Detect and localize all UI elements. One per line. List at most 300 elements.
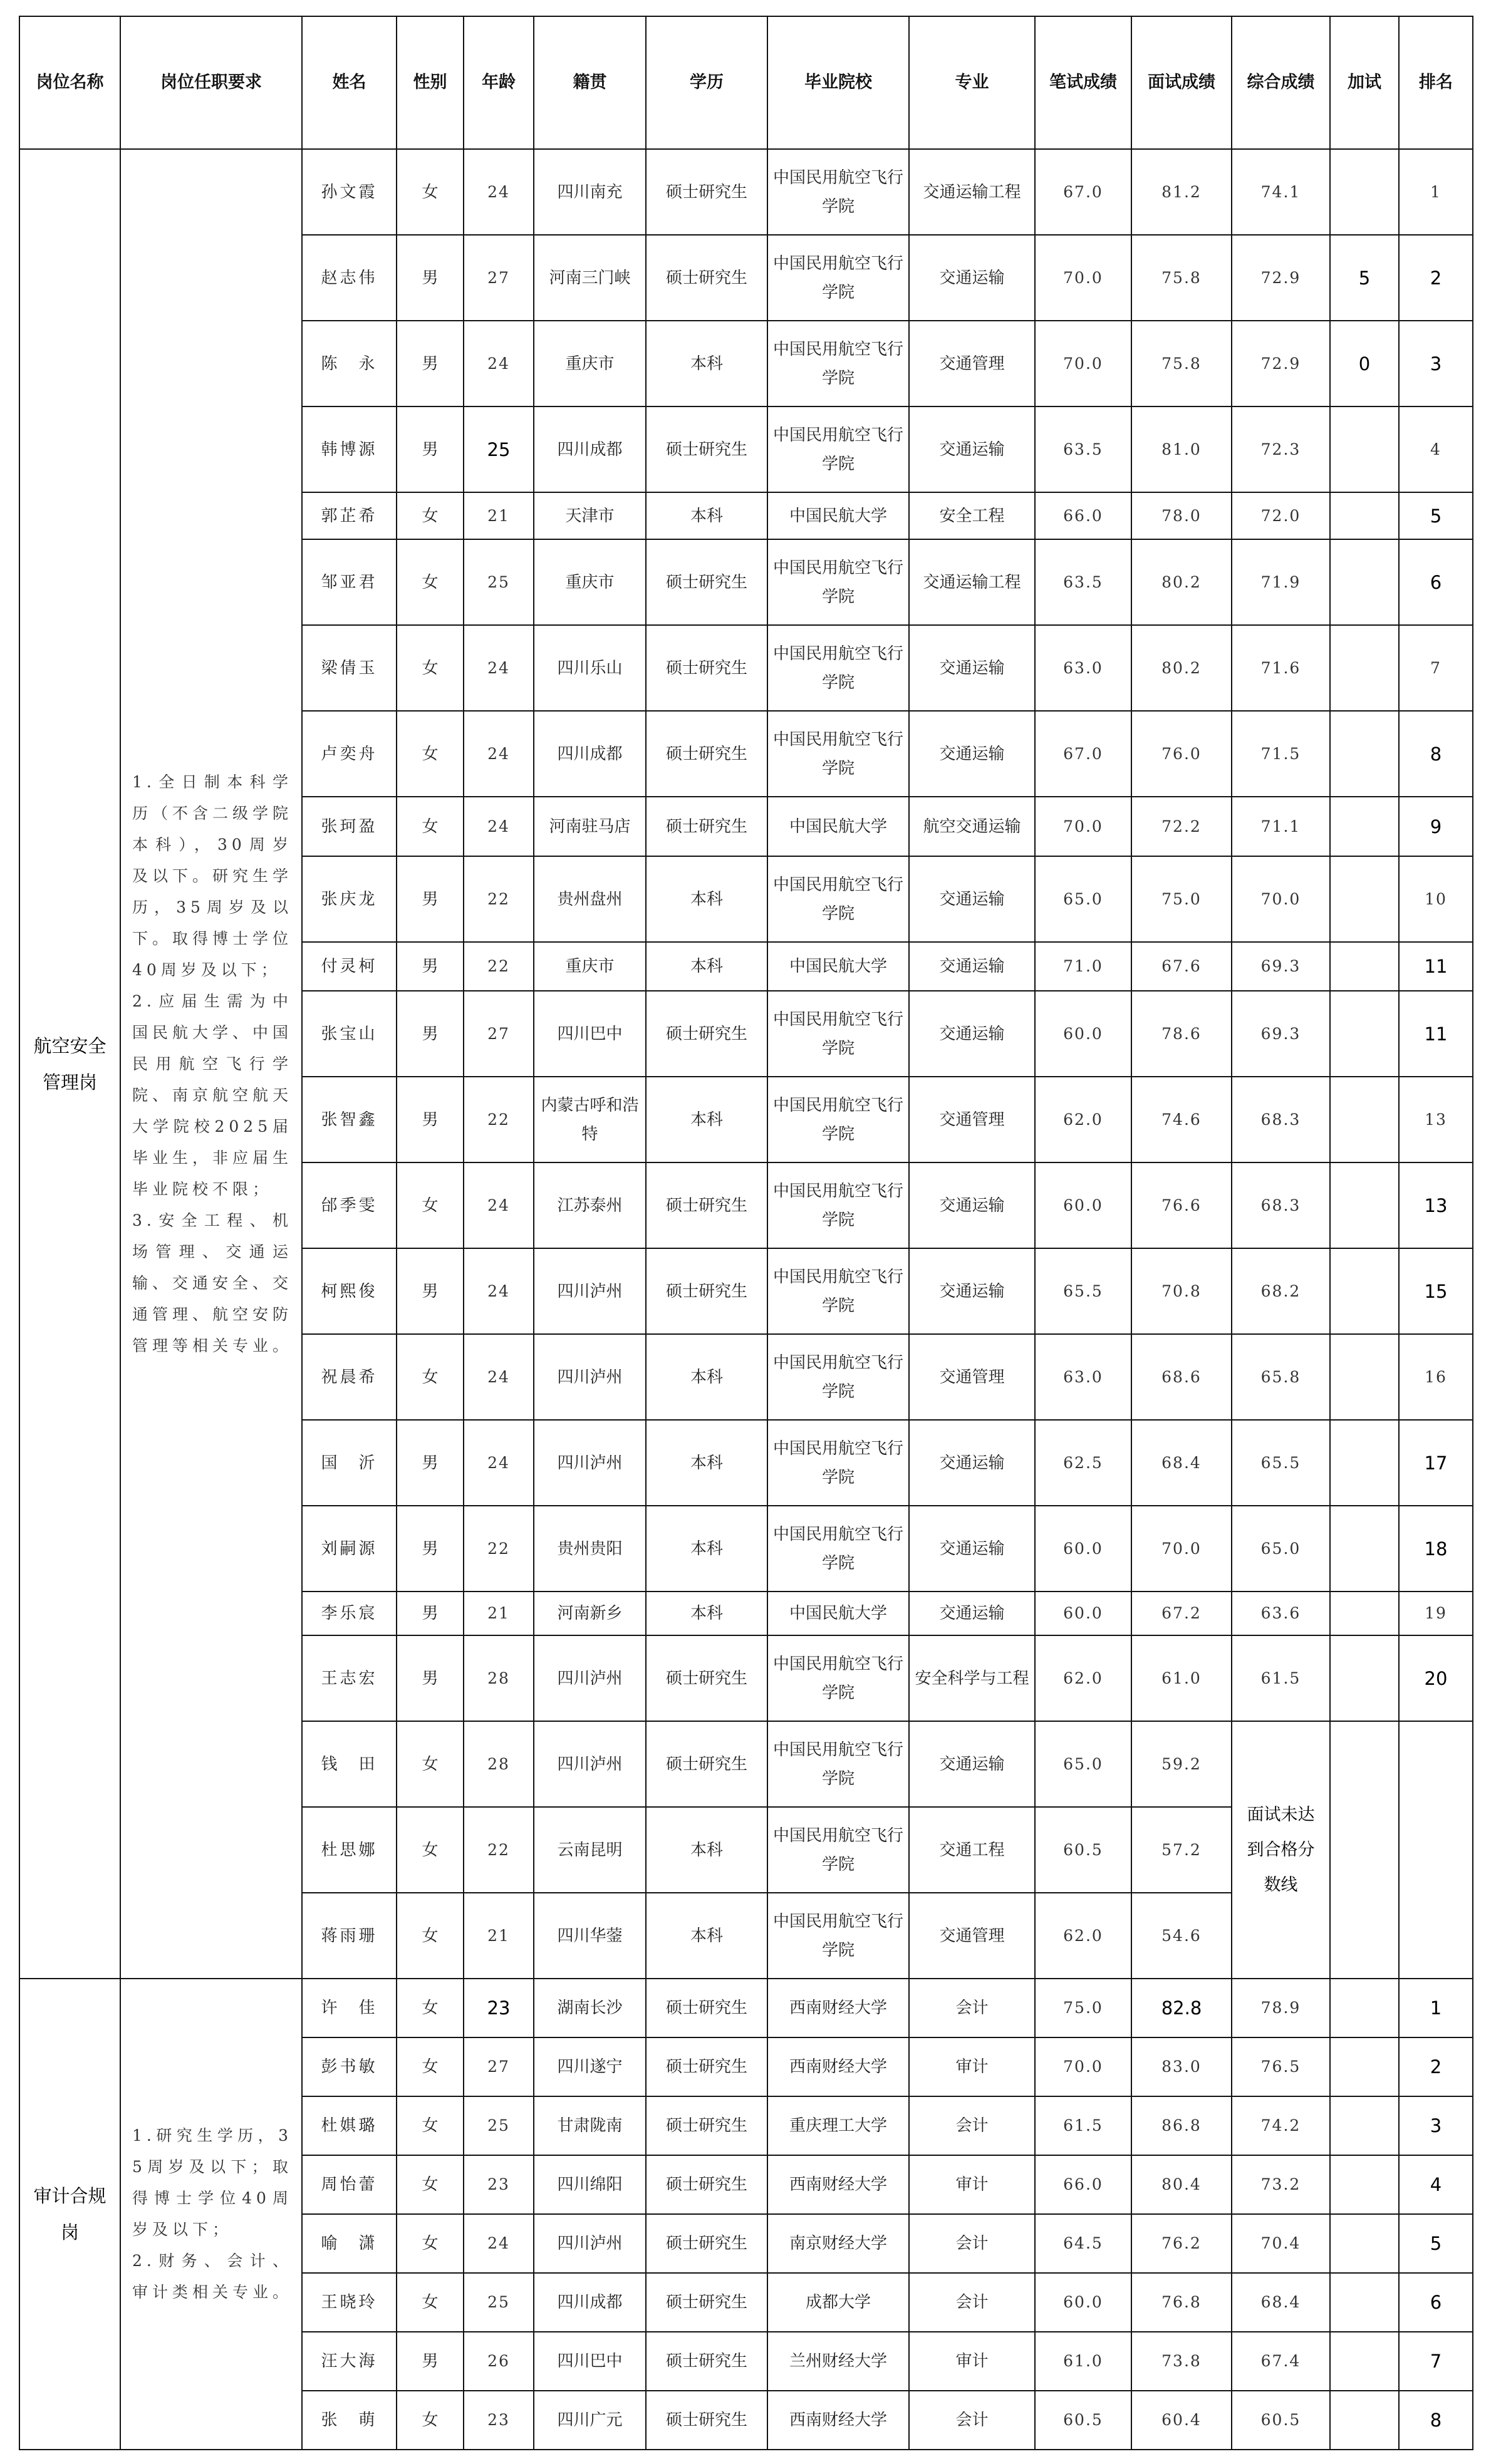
candidate-name: 彭书敏 <box>302 2037 397 2096</box>
age: 22 <box>464 1077 534 1162</box>
requirement-item: 1.全日制本科学历（不含二级学院本科），30周岁及以下。研究生学历，35周岁及以下。取得博士学位40周岁及以下； <box>132 772 293 979</box>
position-requirements <box>120 149 302 1979</box>
major: 交通运输 <box>909 406 1035 492</box>
candidate-name: 孙文霞 <box>302 149 397 235</box>
written-score: 62.0 <box>1035 1077 1131 1162</box>
major: 交通运输 <box>909 942 1035 991</box>
education: 本科 <box>646 942 767 991</box>
gender: 女 <box>397 625 464 711</box>
interview-score: 81.2 <box>1131 149 1232 235</box>
written-score: 67.0 <box>1035 711 1131 797</box>
written-score: 63.0 <box>1035 625 1131 711</box>
native-place: 四川广元 <box>534 2391 646 2450</box>
total-score: 72.9 <box>1232 235 1330 321</box>
candidate-name: 国 沂 <box>302 1420 397 1506</box>
written-score: 63.5 <box>1035 539 1131 625</box>
education: 本科 <box>646 1420 767 1506</box>
total-score: 74.1 <box>1232 149 1330 235</box>
age: 21 <box>464 1893 534 1979</box>
written-score: 65.0 <box>1035 856 1131 942</box>
header-total: 综合成绩 <box>1232 16 1330 149</box>
gender: 女 <box>397 149 464 235</box>
age: 27 <box>464 991 534 1077</box>
rank: 11 <box>1399 991 1473 1077</box>
age: 24 <box>464 1248 534 1334</box>
bonus-score <box>1330 406 1399 492</box>
total-score: 76.5 <box>1232 2037 1330 2096</box>
candidate-name: 韩博源 <box>302 406 397 492</box>
age: 22 <box>464 942 534 991</box>
candidate-name: 李乐宸 <box>302 1592 397 1635</box>
candidate-name: 陈 永 <box>302 321 397 406</box>
age: 22 <box>464 1506 534 1592</box>
candidate-name: 梁倩玉 <box>302 625 397 711</box>
native-place: 河南三门峡 <box>534 235 646 321</box>
age: 23 <box>464 1979 534 2037</box>
written-score: 61.5 <box>1035 2096 1131 2155</box>
graduate-school: 中国民用航空飞行学院 <box>767 1721 909 1807</box>
bonus-score <box>1330 149 1399 235</box>
major: 交通运输 <box>909 991 1035 1077</box>
native-place: 四川泸州 <box>534 1420 646 1506</box>
total-score: 71.1 <box>1232 797 1330 856</box>
native-place: 四川华蓥 <box>534 1893 646 1979</box>
total-score: 68.3 <box>1232 1162 1330 1248</box>
rank: 17 <box>1399 1420 1473 1506</box>
written-score: 66.0 <box>1035 492 1131 539</box>
major: 交通运输 <box>909 1162 1035 1248</box>
age: 27 <box>464 2037 534 2096</box>
native-place: 湖南长沙 <box>534 1979 646 2037</box>
gender: 男 <box>397 991 464 1077</box>
interview-score: 75.8 <box>1131 321 1232 406</box>
major: 交通工程 <box>909 1807 1035 1893</box>
bonus-score <box>1330 1979 1399 2037</box>
education: 硕士研究生 <box>646 2037 767 2096</box>
graduate-school: 西南财经大学 <box>767 1979 909 2037</box>
requirement-item: 1.研究生学历，35周岁及以下；取得博士学位40周岁及以下； <box>132 2126 293 2239</box>
written-score: 65.0 <box>1035 1721 1131 1807</box>
major: 交通运输 <box>909 1592 1035 1635</box>
gender: 女 <box>397 711 464 797</box>
native-place: 重庆市 <box>534 539 646 625</box>
gender: 男 <box>397 1506 464 1592</box>
written-score: 63.5 <box>1035 406 1131 492</box>
gender: 女 <box>397 1162 464 1248</box>
major: 交通运输 <box>909 711 1035 797</box>
age: 22 <box>464 1807 534 1893</box>
failed-note: 面试未达到合格分数线 <box>1232 1721 1330 1979</box>
interview-score: 75.0 <box>1131 856 1232 942</box>
age: 24 <box>464 1162 534 1248</box>
interview-score: 70.8 <box>1131 1248 1232 1334</box>
bonus-score <box>1330 1162 1399 1248</box>
graduate-school: 重庆理工大学 <box>767 2096 909 2155</box>
total-score: 60.5 <box>1232 2391 1330 2450</box>
written-score: 62.0 <box>1035 1635 1131 1721</box>
total-score: 68.4 <box>1232 2273 1330 2332</box>
header-row <box>19 16 1473 149</box>
candidate-name: 杜娸璐 <box>302 2096 397 2155</box>
bonus-score <box>1330 2096 1399 2155</box>
bonus-score <box>1330 942 1399 991</box>
bonus-score <box>1330 2332 1399 2391</box>
total-score: 65.5 <box>1232 1420 1330 1506</box>
major: 会计 <box>909 2391 1035 2450</box>
rank: 5 <box>1399 2214 1473 2273</box>
major: 航空交通运输 <box>909 797 1035 856</box>
gender: 男 <box>397 1248 464 1334</box>
graduate-school: 中国民用航空飞行学院 <box>767 235 909 321</box>
education: 硕士研究生 <box>646 797 767 856</box>
rank: 20 <box>1399 1635 1473 1721</box>
age: 25 <box>464 2273 534 2332</box>
candidate-name: 刘嗣源 <box>302 1506 397 1592</box>
gender: 男 <box>397 856 464 942</box>
candidate-name: 喻 潇 <box>302 2214 397 2273</box>
age: 24 <box>464 149 534 235</box>
education: 本科 <box>646 492 767 539</box>
interview-score: 68.6 <box>1131 1334 1232 1420</box>
interview-score: 57.2 <box>1131 1807 1232 1893</box>
header-origin: 籍贯 <box>534 16 646 149</box>
candidate-name: 王志宏 <box>302 1635 397 1721</box>
gender: 女 <box>397 2037 464 2096</box>
bonus-score <box>1330 856 1399 942</box>
native-place: 云南昆明 <box>534 1807 646 1893</box>
rank: 5 <box>1399 492 1473 539</box>
major: 交通管理 <box>909 1893 1035 1979</box>
education: 硕士研究生 <box>646 539 767 625</box>
position-requirements <box>120 1979 302 2450</box>
candidate-name: 邰季雯 <box>302 1162 397 1248</box>
rank: 2 <box>1399 235 1473 321</box>
education: 硕士研究生 <box>646 149 767 235</box>
bonus-score <box>1330 1248 1399 1334</box>
native-place: 四川成都 <box>534 2273 646 2332</box>
native-place: 四川南充 <box>534 149 646 235</box>
written-score: 61.0 <box>1035 2332 1131 2391</box>
graduate-school: 南京财经大学 <box>767 2214 909 2273</box>
rank: 10 <box>1399 856 1473 942</box>
native-place: 河南驻马店 <box>534 797 646 856</box>
total-score: 71.6 <box>1232 625 1330 711</box>
candidate-name: 祝晨希 <box>302 1334 397 1420</box>
major: 交通运输 <box>909 1506 1035 1592</box>
header-position: 岗位名称 <box>19 16 120 149</box>
table-row <box>19 1979 1473 2037</box>
native-place: 四川泸州 <box>534 2214 646 2273</box>
rank: 16 <box>1399 1334 1473 1420</box>
rank: 3 <box>1399 2096 1473 2155</box>
age: 24 <box>464 797 534 856</box>
major: 审计 <box>909 2332 1035 2391</box>
education: 本科 <box>646 1334 767 1420</box>
rank: 15 <box>1399 1248 1473 1334</box>
gender: 女 <box>397 2096 464 2155</box>
rank: 7 <box>1399 625 1473 711</box>
graduate-school: 中国民用航空飞行学院 <box>767 1893 909 1979</box>
interview-score: 78.6 <box>1131 991 1232 1077</box>
major: 会计 <box>909 2273 1035 2332</box>
bonus-score <box>1330 1077 1399 1162</box>
candidate-name: 杜思娜 <box>302 1807 397 1893</box>
rank: 4 <box>1399 406 1473 492</box>
candidate-name: 张宝山 <box>302 991 397 1077</box>
education: 本科 <box>646 1506 767 1592</box>
age: 22 <box>464 856 534 942</box>
bonus-score <box>1330 539 1399 625</box>
gender: 女 <box>397 1979 464 2037</box>
major: 安全科学与工程 <box>909 1635 1035 1721</box>
graduate-school: 中国民用航空飞行学院 <box>767 625 909 711</box>
major: 会计 <box>909 2214 1035 2273</box>
total-score: 68.3 <box>1232 1077 1330 1162</box>
native-place: 贵州贵阳 <box>534 1506 646 1592</box>
interview-score: 70.0 <box>1131 1506 1232 1592</box>
total-score: 67.4 <box>1232 2332 1330 2391</box>
rank <box>1399 1721 1473 1979</box>
education: 硕士研究生 <box>646 2155 767 2214</box>
age: 25 <box>464 406 534 492</box>
education: 硕士研究生 <box>646 1635 767 1721</box>
interview-score: 78.0 <box>1131 492 1232 539</box>
written-score: 60.5 <box>1035 1807 1131 1893</box>
total-score: 70.0 <box>1232 856 1330 942</box>
education: 硕士研究生 <box>646 1162 767 1248</box>
candidate-name: 卢奕舟 <box>302 711 397 797</box>
graduate-school: 中国民用航空飞行学院 <box>767 856 909 942</box>
native-place: 内蒙古呼和浩特 <box>534 1077 646 1162</box>
education: 硕士研究生 <box>646 991 767 1077</box>
graduate-school: 中国民航大学 <box>767 1592 909 1635</box>
major: 交通运输 <box>909 1420 1035 1506</box>
native-place: 四川成都 <box>534 711 646 797</box>
interview-score: 67.2 <box>1131 1592 1232 1635</box>
header-written: 笔试成绩 <box>1035 16 1131 149</box>
education: 硕士研究生 <box>646 2332 767 2391</box>
education: 硕士研究生 <box>646 235 767 321</box>
total-score: 71.5 <box>1232 711 1330 797</box>
written-score: 60.5 <box>1035 2391 1131 2450</box>
header-gender: 性别 <box>397 16 464 149</box>
bonus-score <box>1330 1420 1399 1506</box>
rank: 1 <box>1399 149 1473 235</box>
bonus-score <box>1330 711 1399 797</box>
gender: 女 <box>397 2155 464 2214</box>
rank: 18 <box>1399 1506 1473 1592</box>
age: 24 <box>464 1420 534 1506</box>
total-score: 61.5 <box>1232 1635 1330 1721</box>
bonus-score <box>1330 1635 1399 1721</box>
age: 23 <box>464 2155 534 2214</box>
age: 28 <box>464 1721 534 1807</box>
header-requirements: 岗位任职要求 <box>120 16 302 149</box>
total-score: 73.2 <box>1232 2155 1330 2214</box>
interview-score: 54.6 <box>1131 1893 1232 1979</box>
major: 交通运输 <box>909 1248 1035 1334</box>
gender: 女 <box>397 539 464 625</box>
requirement-item: 3.安全工程、机场管理、交通运输、交通安全、交通管理、航空安防管理等相关专业。 <box>132 1211 293 1355</box>
education: 硕士研究生 <box>646 2096 767 2155</box>
written-score: 64.5 <box>1035 2214 1131 2273</box>
table-row <box>19 149 1473 235</box>
header-major: 专业 <box>909 16 1035 149</box>
written-score: 66.0 <box>1035 2155 1131 2214</box>
written-score: 60.0 <box>1035 1162 1131 1248</box>
total-score: 78.9 <box>1232 1979 1330 2037</box>
bonus-score <box>1330 797 1399 856</box>
age: 24 <box>464 321 534 406</box>
bonus-score <box>1330 1592 1399 1635</box>
candidate-name: 张珂盈 <box>302 797 397 856</box>
native-place: 河南新乡 <box>534 1592 646 1635</box>
major: 审计 <box>909 2037 1035 2096</box>
age: 25 <box>464 539 534 625</box>
rank: 11 <box>1399 942 1473 991</box>
gender: 男 <box>397 942 464 991</box>
interview-score: 76.6 <box>1131 1162 1232 1248</box>
native-place: 四川巴中 <box>534 991 646 1077</box>
candidate-name: 周怡蕾 <box>302 2155 397 2214</box>
education: 硕士研究生 <box>646 2214 767 2273</box>
major: 交通管理 <box>909 1334 1035 1420</box>
total-score: 70.4 <box>1232 2214 1330 2273</box>
graduate-school: 中国民用航空飞行学院 <box>767 1334 909 1420</box>
total-score: 72.3 <box>1232 406 1330 492</box>
written-score: 63.0 <box>1035 1334 1131 1420</box>
total-score: 74.2 <box>1232 2096 1330 2155</box>
native-place: 江苏泰州 <box>534 1162 646 1248</box>
graduate-school: 中国民用航空飞行学院 <box>767 711 909 797</box>
candidate-name: 邹亚君 <box>302 539 397 625</box>
native-place: 四川巴中 <box>534 2332 646 2391</box>
native-place: 四川乐山 <box>534 625 646 711</box>
education: 硕士研究生 <box>646 1248 767 1334</box>
education: 硕士研究生 <box>646 711 767 797</box>
gender: 男 <box>397 2332 464 2391</box>
total-score: 69.3 <box>1232 942 1330 991</box>
interview-score: 80.4 <box>1131 2155 1232 2214</box>
written-score: 70.0 <box>1035 235 1131 321</box>
graduate-school: 中国民用航空飞行学院 <box>767 1506 909 1592</box>
requirement-item: 2.财务、会计、审计类相关专业。 <box>132 2252 293 2301</box>
education: 本科 <box>646 321 767 406</box>
age: 24 <box>464 2214 534 2273</box>
position-name: 审计合规岗 <box>19 1979 120 2450</box>
interview-score: 86.8 <box>1131 2096 1232 2155</box>
graduate-school: 成都大学 <box>767 2273 909 2332</box>
interview-score: 80.2 <box>1131 539 1232 625</box>
gender: 男 <box>397 406 464 492</box>
total-score: 68.2 <box>1232 1248 1330 1334</box>
total-score: 72.0 <box>1232 492 1330 539</box>
major: 安全工程 <box>909 492 1035 539</box>
header-education: 学历 <box>646 16 767 149</box>
gender: 女 <box>397 2214 464 2273</box>
native-place: 甘肃陇南 <box>534 2096 646 2155</box>
rank: 6 <box>1399 539 1473 625</box>
age: 25 <box>464 2096 534 2155</box>
native-place: 四川泸州 <box>534 1248 646 1334</box>
written-score: 62.5 <box>1035 1420 1131 1506</box>
major: 交通管理 <box>909 321 1035 406</box>
gender: 女 <box>397 492 464 539</box>
written-score: 71.0 <box>1035 942 1131 991</box>
bonus-score: 5 <box>1330 235 1399 321</box>
bonus-score <box>1330 1506 1399 1592</box>
written-score: 60.0 <box>1035 1592 1131 1635</box>
bonus-score: 0 <box>1330 321 1399 406</box>
written-score: 62.0 <box>1035 1893 1131 1979</box>
major: 会计 <box>909 1979 1035 2037</box>
major: 交通运输 <box>909 235 1035 321</box>
interview-score: 80.2 <box>1131 625 1232 711</box>
total-score: 63.6 <box>1232 1592 1330 1635</box>
bonus-score <box>1330 2391 1399 2450</box>
candidate-name: 赵志伟 <box>302 235 397 321</box>
bonus-score <box>1330 991 1399 1077</box>
education: 本科 <box>646 1077 767 1162</box>
total-score: 72.9 <box>1232 321 1330 406</box>
rank: 2 <box>1399 2037 1473 2096</box>
gender: 男 <box>397 321 464 406</box>
header-name: 姓名 <box>302 16 397 149</box>
candidate-name: 许 佳 <box>302 1979 397 2037</box>
graduate-school: 中国民用航空飞行学院 <box>767 149 909 235</box>
graduate-school: 中国民用航空飞行学院 <box>767 1162 909 1248</box>
gender: 男 <box>397 1592 464 1635</box>
major: 审计 <box>909 2155 1035 2214</box>
rank: 13 <box>1399 1162 1473 1248</box>
major: 交通管理 <box>909 1077 1035 1162</box>
gender: 女 <box>397 1721 464 1807</box>
education: 本科 <box>646 1807 767 1893</box>
bonus-score <box>1330 2155 1399 2214</box>
bonus-score <box>1330 492 1399 539</box>
results-table <box>19 16 1473 2450</box>
written-score: 70.0 <box>1035 321 1131 406</box>
graduate-school: 中国民航大学 <box>767 942 909 991</box>
interview-score: 82.8 <box>1131 1979 1232 2037</box>
major: 交通运输 <box>909 1721 1035 1807</box>
graduate-school: 西南财经大学 <box>767 2155 909 2214</box>
gender: 男 <box>397 235 464 321</box>
graduate-school: 中国民航大学 <box>767 492 909 539</box>
interview-score: 59.2 <box>1131 1721 1232 1807</box>
rank: 19 <box>1399 1592 1473 1635</box>
written-score: 60.0 <box>1035 991 1131 1077</box>
header-interview: 面试成绩 <box>1131 16 1232 149</box>
rank: 8 <box>1399 2391 1473 2450</box>
graduate-school: 中国民航大学 <box>767 797 909 856</box>
bonus-score <box>1330 2037 1399 2096</box>
graduate-school: 西南财经大学 <box>767 2391 909 2450</box>
gender: 男 <box>397 1420 464 1506</box>
major: 交通运输 <box>909 856 1035 942</box>
age: 23 <box>464 2391 534 2450</box>
education: 硕士研究生 <box>646 1721 767 1807</box>
native-place: 四川泸州 <box>534 1721 646 1807</box>
age: 27 <box>464 235 534 321</box>
native-place: 四川遂宁 <box>534 2037 646 2096</box>
major: 交通运输工程 <box>909 539 1035 625</box>
candidate-name: 张智鑫 <box>302 1077 397 1162</box>
candidate-name: 蒋雨珊 <box>302 1893 397 1979</box>
candidate-name: 王晓玲 <box>302 2273 397 2332</box>
header-rank: 排名 <box>1399 16 1473 149</box>
bonus-score <box>1330 1721 1399 1979</box>
